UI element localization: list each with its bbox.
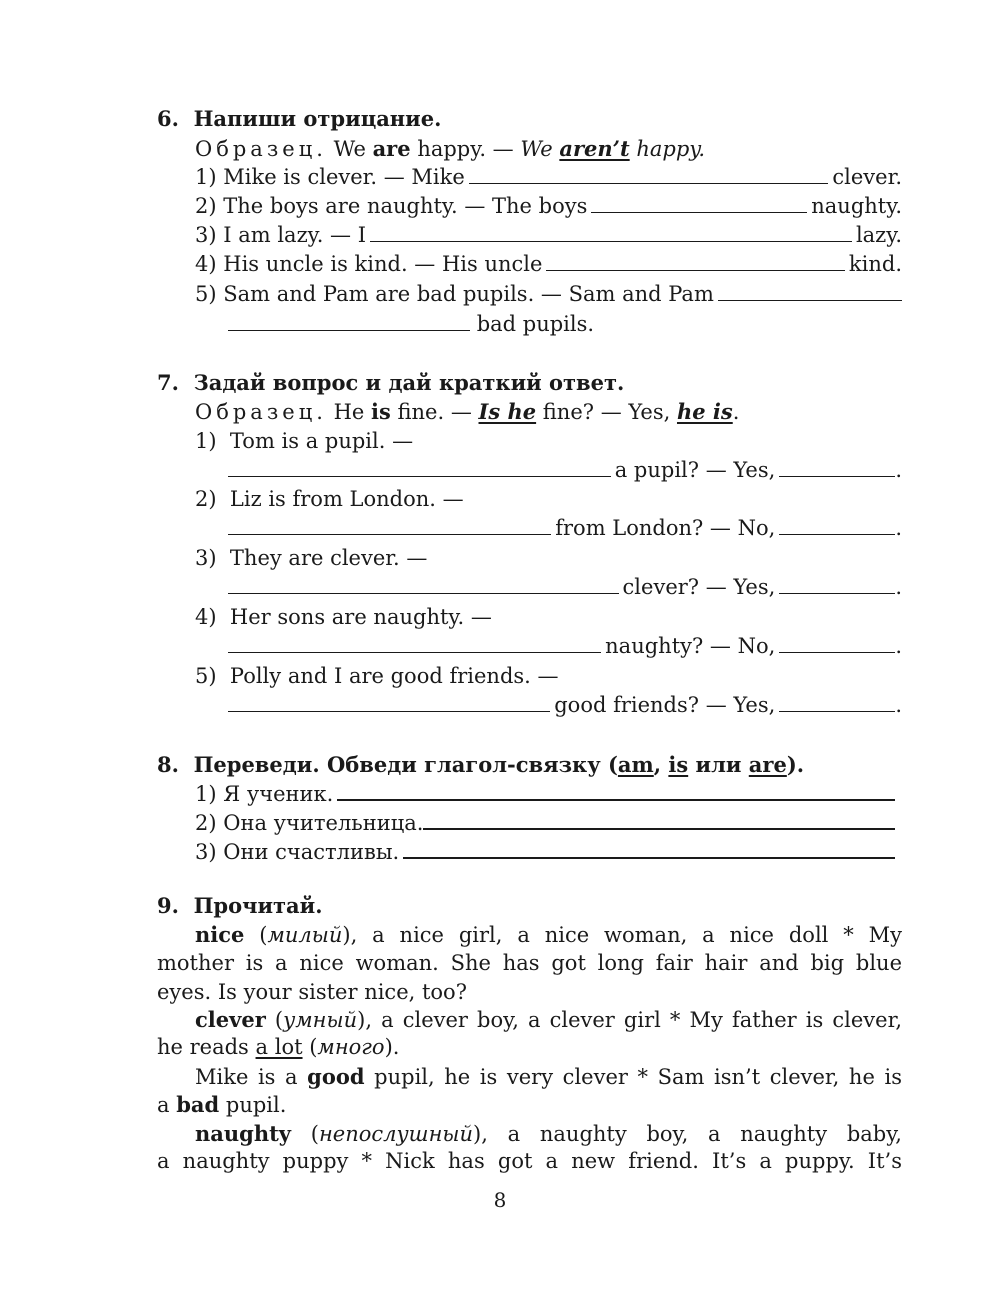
exercise-7-item-3-answer: clever? — Yes, . <box>228 573 902 602</box>
answer-blank[interactable] <box>228 312 470 331</box>
question-blank[interactable] <box>228 693 550 712</box>
page-number: 8 <box>493 1188 507 1212</box>
exercise-6-item-5-cont: bad pupils. <box>228 310 594 339</box>
exercise-7-heading <box>157 368 624 397</box>
exercise-7-item-5: 5) Polly and I are good friends. — <box>195 664 559 688</box>
exercise-9-heading <box>157 891 323 920</box>
exercise-6-item-4: 4) His uncle is kind. — His uncle kind. <box>195 252 902 276</box>
exercise-7-sample: Образец. He is fine. — Is he fine? — Yes, he is. <box>195 399 740 424</box>
exercise-8-item-2: 2) Она учительница. <box>195 809 895 838</box>
question-blank[interactable] <box>228 575 619 594</box>
exercise-8-item-1: 1) Я ученик. <box>195 780 895 809</box>
short-answer-blank[interactable] <box>779 516 895 535</box>
exercise-number: 6. <box>157 106 179 131</box>
exercise-6-item-2: 2) The boys are naughty. — The boys naughty. <box>195 194 902 218</box>
short-answer-blank[interactable] <box>779 458 895 477</box>
exercise-7-item-2-answer: from London? — No, . <box>228 514 902 543</box>
translation-blank[interactable] <box>337 781 895 801</box>
exercise-title: Задай вопрос и дай краткий ответ. <box>193 370 625 395</box>
paragraph-good-bad-line-2: a bad pupil. <box>157 1092 287 1117</box>
translation-blank[interactable] <box>403 839 895 859</box>
exercise-6-item-5: 5) Sam and Pam are bad pupils. — Sam and Pam <box>195 280 902 309</box>
exercise-7-item-2: 2) Liz is from London. — <box>195 487 464 511</box>
short-answer-blank[interactable] <box>779 693 895 712</box>
translation-blank[interactable] <box>423 810 895 830</box>
exercise-number: 9. <box>157 893 179 918</box>
question-blank[interactable] <box>228 516 551 535</box>
exercise-7-item-1: 1) Tom is a pupil. — <box>195 429 414 453</box>
paragraph-good-bad-line-1: Mike is a good pupil, he is very clever * Sam isn’t clever, he is <box>195 1064 902 1089</box>
answer-blank[interactable] <box>718 282 902 301</box>
paragraph-clever-line-1: clever (умный), a clever boy, a clever girl * My father is clever, <box>195 1007 902 1032</box>
exercise-number: 8. <box>157 752 179 777</box>
exercise-7-item-5-answer: good friends? — Yes, . <box>228 691 902 720</box>
answer-blank[interactable] <box>469 165 829 184</box>
paragraph-nice-line-1: nice (милый), a nice girl, a nice woman, a nice doll * My <box>195 922 902 947</box>
exercise-7-item-4-answer: naughty? — No, . <box>228 632 902 661</box>
exercise-7-item-4: 4) Her sons are naughty. — <box>195 605 492 629</box>
exercise-6-item-1: 1) Mike is clever. — Mike clever. <box>195 165 902 189</box>
exercise-8-item-3: 3) Они счастливы. <box>195 838 895 867</box>
question-blank[interactable] <box>228 458 611 477</box>
exercise-6-sample: Образец. We are happy. — We aren’t happy. <box>195 136 706 161</box>
question-blank[interactable] <box>228 634 601 653</box>
exercise-6-heading <box>157 104 441 133</box>
exercise-title: Напиши отрицание. <box>193 106 442 131</box>
paragraph-nice-line-2: mother is a nice woman. She has got long fair hair and big blue <box>157 951 902 975</box>
exercise-6-item-3: 3) I am lazy. — I lazy. <box>195 223 902 247</box>
paragraph-naughty-line-2: a naughty puppy * Nick has got a new friend. It’s a puppy. It’s <box>157 1149 902 1173</box>
exercise-title: Прочитай. <box>193 893 323 918</box>
exercise-8-heading: 8. Переведи. Обведи глагол-связку (am, is или are). <box>157 752 805 777</box>
exercise-7-item-1-answer: a pupil? — Yes, . <box>228 456 902 485</box>
answer-blank[interactable] <box>370 223 852 242</box>
short-answer-blank[interactable] <box>779 634 895 653</box>
short-answer-blank[interactable] <box>779 575 895 594</box>
paragraph-clever-line-2: he reads a lot (много). <box>157 1035 400 1059</box>
paragraph-naughty-line-1: naughty (непослушный), a naughty boy, a naughty baby, <box>195 1121 902 1146</box>
answer-blank[interactable] <box>591 194 807 213</box>
exercise-number: 7. <box>157 370 179 395</box>
exercise-7-item-3: 3) They are clever. — <box>195 546 428 570</box>
paragraph-nice-line-3: eyes. Is your sister nice, too? <box>157 980 467 1004</box>
answer-blank[interactable] <box>546 252 845 271</box>
